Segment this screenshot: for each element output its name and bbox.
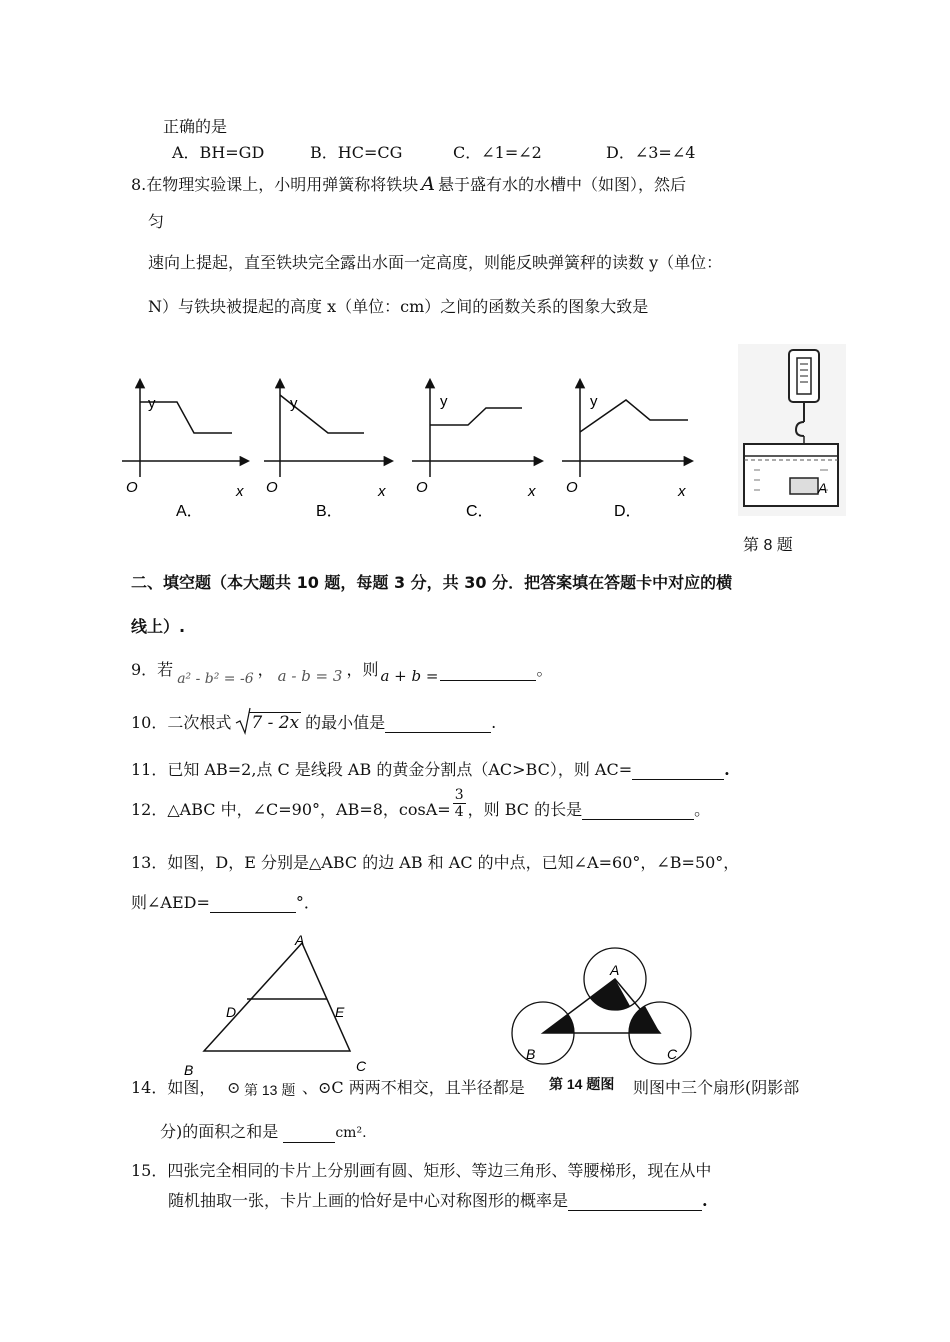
figure-block-label: A [818, 480, 828, 496]
graph-a [122, 380, 248, 500]
q14-line2: 分)的面积之和是 cm². [160, 1122, 367, 1141]
q15-line1: 15．四张完全相同的卡片上分别画有圆、矩形、等边三角形、等腰梯形，现在从中 [131, 1161, 712, 1180]
q9-eq2: a - b = 3 [277, 667, 343, 685]
spring-scale-figure [738, 344, 846, 516]
graph-d-x-label: x [678, 483, 686, 500]
q9-eq3: a + b = [380, 667, 439, 685]
q8-graphs [0, 340, 950, 560]
q8-line2: 速向上提起，直至铁块完全露出水面一定高度，则能反映弹簧秤的读数 y（单位： [148, 253, 723, 272]
q13-line2: 则∠AED= °． [131, 893, 320, 912]
q12-answer-blank [582, 803, 694, 820]
graph-b-x-label: x [378, 483, 386, 500]
q8-line1: 8.在物理实验课上，小明用弹簧称将铁块 A 悬于盛有水的水槽中（如图），然后 [131, 173, 687, 195]
graph-c-y-label: y [440, 393, 448, 410]
q14-caption: 第 14 题图 [549, 1076, 615, 1092]
q14-line1c: 则图中三个扇形(阴影部 [633, 1078, 800, 1097]
graph-d [562, 380, 692, 500]
q13-caption: 第 13 题 [244, 1082, 296, 1098]
q10-radicand: 7 - 2x [251, 713, 300, 733]
q14-circles-figure [512, 948, 691, 1064]
q14-line1a: 14．如图， [131, 1078, 216, 1097]
q13-line1: 13．如图，D，E 分别是△ABC 的边 AB 和 AC 的中点，已知∠A=60°，∠B=50°， [131, 853, 740, 872]
q13-answer-blank [210, 896, 296, 913]
q11: 11．已知 AB=2,点 C 是线段 AB 的黄金分割点（AC>BC），则 AC= . [131, 760, 730, 779]
graph-a-option: A． [176, 503, 203, 520]
q7-tail: 正确的是 [163, 117, 228, 136]
q9-answer-blank [440, 664, 536, 681]
graph-a-y-label: y [148, 395, 156, 412]
graph-b-y-label: y [290, 395, 298, 412]
q7-option-b: B．HC=CG [310, 143, 403, 162]
graph-c-x-label: x [528, 483, 536, 500]
q13-label-d: D [226, 1004, 237, 1020]
graph-b [264, 380, 392, 500]
graph-d-y-label: y [590, 393, 598, 410]
q9-eq1: a² - b² = -6 [177, 671, 254, 687]
section2-heading-line1: 二、填空题（本大题共 10 题，每题 3 分，共 30 分．把答案填在答题卡中对应的横 [131, 573, 733, 592]
q7-option-a: A．BH=GD [172, 143, 265, 162]
q13-label-e: E [335, 1004, 345, 1020]
q12: 12．△ABC 中，∠C=90°，AB=8，cosA= $\frac{3}{4}$ ，则 BC 的长是 。 [131, 787, 711, 820]
q9: 9．若 a² - b² = -6 ， a - b = 3 ，则 a + b = 。 [131, 660, 553, 687]
q8-iron-block-var: A [421, 173, 436, 195]
graph-c-curve [430, 408, 522, 425]
graph-b-option: B． [316, 503, 343, 520]
graph-c-option: C． [466, 503, 494, 520]
q10-sqrt [235, 713, 301, 733]
q7-option-c: C．∠1=∠2 [453, 143, 542, 162]
q15-answer-blank [568, 1194, 702, 1211]
q14-label-c: C [667, 1046, 678, 1062]
graph-b-origin: O [266, 479, 278, 496]
q7-option-d: D．∠3=∠4 [606, 143, 696, 162]
q13-label-b: B [184, 1062, 194, 1078]
q8-line3: N）与铁块被提起的高度 x（单位：cm）之间的函数关系的图象大致是 [148, 297, 649, 316]
q14-label-a: A [610, 962, 620, 978]
q15-line2: 随机抽取一张，卡片上画的恰好是中心对称图形的概率是 . [168, 1191, 708, 1210]
q10: 10．二次根式 7 - 2x 的最小值是 . [131, 713, 496, 733]
section2-heading-line2: 线上）. [131, 617, 186, 636]
figures-13-14 [0, 925, 950, 1085]
graph-a-origin: O [126, 479, 138, 496]
graph-c-origin: O [416, 479, 428, 496]
q14-label-b: B [526, 1046, 536, 1062]
q10-answer-blank [385, 716, 491, 733]
q13-label-c: C [356, 1058, 367, 1074]
graph-d-option: D． [614, 503, 642, 520]
graph-a-x-label: x [236, 483, 244, 500]
q8-line1-wrap: 匀 [148, 212, 165, 231]
q11-answer-blank [632, 763, 724, 780]
graph-c [412, 380, 542, 500]
q12-fraction: $\frac{3}{4}$ [454, 787, 464, 820]
q13-triangle-figure [184, 932, 367, 1078]
graph-d-origin: O [566, 479, 578, 496]
q13-label-a: A [295, 932, 305, 948]
q8-caption: 第 8 题 [743, 537, 793, 554]
q14-circle-a-symbol: ⊙ [227, 1078, 241, 1097]
q14-line1b: 、⊙C 两两不相交，且半径都是 [302, 1078, 525, 1097]
q14-answer-blank [283, 1126, 335, 1143]
